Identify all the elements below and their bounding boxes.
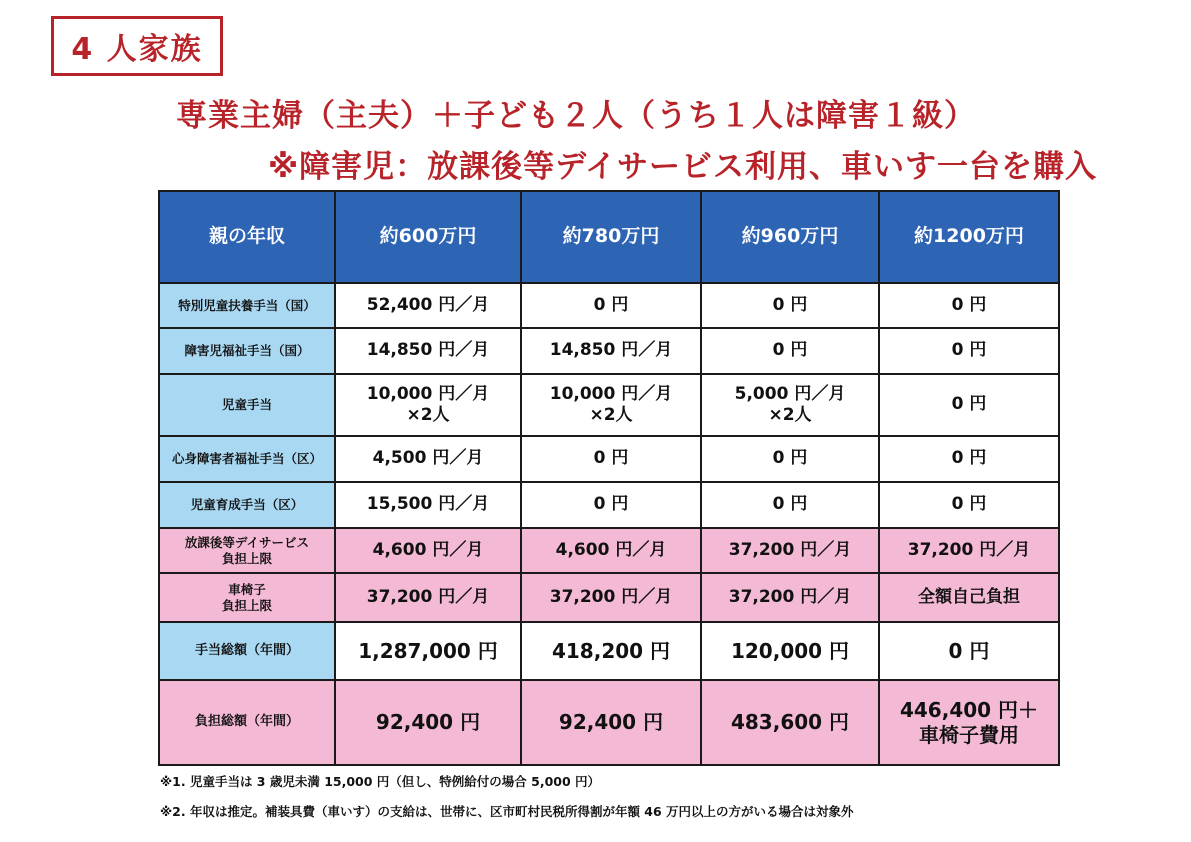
table-row <box>159 680 1059 765</box>
cell-text: 14,850 円／月 <box>549 340 673 361</box>
row-label <box>159 622 335 680</box>
table-cell <box>335 328 521 374</box>
cell-text: 10,000 円／月 <box>549 383 673 404</box>
cell-text: 92,400 円 <box>558 710 664 734</box>
family-badge: 4 人家族 <box>51 16 223 76</box>
header-income: 親の年収 <box>159 191 335 283</box>
table-row <box>159 328 1059 374</box>
table-row <box>159 573 1059 622</box>
row-label-text: 特別児童扶養手当（国） <box>178 297 316 313</box>
header-1200: 約1200万円 <box>879 191 1059 283</box>
benefits-table <box>158 190 1060 766</box>
row-label <box>159 436 335 482</box>
row-label-text: 児童育成手当（区） <box>190 497 304 513</box>
footnote-1: ※1. 児童手当は 3 歳児未満 15,000 円（但し、特例給付の場合 5,000 円） <box>160 774 601 789</box>
cell-text: 10,000 円／月 <box>366 383 490 404</box>
row-label-text: 放課後等デイサービス <box>184 534 310 550</box>
cell-text: 0 円 <box>593 448 629 469</box>
header-960: 約960万円 <box>701 191 879 283</box>
cell-text: 37,200 円／月 <box>907 539 1031 560</box>
cell-text: 0 円 <box>948 638 990 663</box>
row-label <box>159 680 335 765</box>
table-cell <box>335 528 521 573</box>
cell-text: 418,200 円 <box>551 638 671 663</box>
table-cell <box>335 283 521 328</box>
table-cell <box>879 622 1059 680</box>
table-cell <box>879 573 1059 622</box>
row-label-text: 児童手当 <box>221 397 272 413</box>
table-cell <box>521 680 701 765</box>
cell-text: ×2人 <box>406 405 450 425</box>
cell-text: 1,287,000 円 <box>358 638 498 663</box>
cell-text: ×2人 <box>768 405 812 425</box>
row-label <box>159 482 335 528</box>
row-label-text: 負担上限 <box>221 550 272 566</box>
table-cell <box>879 283 1059 328</box>
table-cell <box>879 328 1059 374</box>
cell-text: 37,200 円／月 <box>728 539 852 560</box>
cell-text: 37,200 円／月 <box>549 586 673 607</box>
cell-text: 483,600 円 <box>730 710 850 734</box>
cell-text: 0 円 <box>951 340 987 361</box>
cell-text: 0 円 <box>951 294 987 315</box>
cell-text: 52,400 円／月 <box>366 294 490 315</box>
page-title: 専業主婦（主夫）＋子ども２人（うち１人は障害１級） <box>176 98 976 134</box>
cell-text: 14,850 円／月 <box>366 340 490 361</box>
table-cell <box>335 573 521 622</box>
table-cell <box>701 283 879 328</box>
table-cell <box>701 680 879 765</box>
cell-text: 車椅子費用 <box>919 722 1019 747</box>
table-cell <box>701 622 879 680</box>
cell-text: 0 円 <box>593 494 629 515</box>
table-cell <box>879 528 1059 573</box>
row-label <box>159 283 335 328</box>
table-row <box>159 482 1059 528</box>
table-cell <box>521 482 701 528</box>
table-cell <box>879 374 1059 436</box>
table-cell <box>521 374 701 436</box>
header-780: 約780万円 <box>521 191 701 283</box>
table-cell <box>701 482 879 528</box>
table-cell <box>701 374 879 436</box>
cell-text: 0 円 <box>951 448 987 469</box>
table-cell <box>521 328 701 374</box>
page-subtitle: ※障害児：放課後等デイサービス利用、車いす一台を購入 <box>268 149 1097 185</box>
table-row <box>159 283 1059 328</box>
cell-text: 4,600 円／月 <box>555 539 667 560</box>
cell-text: 446,400 円＋ <box>899 697 1039 722</box>
cell-text: 0 円 <box>772 294 808 315</box>
cell-text: 92,400 円 <box>375 710 481 734</box>
table-cell <box>701 528 879 573</box>
row-label-text: 障害児福祉手当（国） <box>184 343 310 359</box>
table-cell <box>701 573 879 622</box>
table-cell <box>521 573 701 622</box>
table-cell <box>879 482 1059 528</box>
footnote-2: ※2. 年収は推定。補装具費（車いす）の支給は、世帯に、区市町村民税所得割が年額 46 万円以上の方がいる場合は対象外 <box>160 804 854 819</box>
table-cell <box>701 328 879 374</box>
table-cell <box>521 436 701 482</box>
cell-text: 0 円 <box>772 494 808 515</box>
row-label-text: 心身障害者福祉手当（区） <box>171 451 322 467</box>
cell-text: 0 円 <box>593 294 629 315</box>
cell-text: 全額自己負担 <box>918 586 1020 607</box>
cell-text: 0 円 <box>951 394 987 415</box>
row-label <box>159 328 335 374</box>
row-label <box>159 374 335 436</box>
table-cell <box>335 436 521 482</box>
cell-text: 5,000 円／月 <box>734 383 846 404</box>
row-label-text: 車椅子 <box>228 581 266 597</box>
table-cell <box>335 622 521 680</box>
table-header-row <box>159 191 1059 283</box>
table-cell <box>335 482 521 528</box>
cell-text: 37,200 円／月 <box>728 586 852 607</box>
footnotes <box>160 772 854 832</box>
row-label-text: 負担上限 <box>221 597 272 613</box>
table-cell <box>701 436 879 482</box>
cell-text: 4,600 円／月 <box>372 539 484 560</box>
table-row <box>159 528 1059 573</box>
table-row <box>159 436 1059 482</box>
table-cell <box>335 680 521 765</box>
row-label-text: 負担総額（年間） <box>194 714 299 730</box>
cell-text: 0 円 <box>951 494 987 515</box>
table-cell <box>521 622 701 680</box>
cell-text: 4,500 円／月 <box>372 448 484 469</box>
cell-text: ×2人 <box>589 405 633 425</box>
table-row <box>159 374 1059 436</box>
header-600: 約600万円 <box>335 191 521 283</box>
row-label-text: 手当総額（年間） <box>194 642 299 658</box>
row-label <box>159 528 335 573</box>
cell-text: 0 円 <box>772 340 808 361</box>
table-cell <box>521 283 701 328</box>
cell-text: 0 円 <box>772 448 808 469</box>
table-cell <box>521 528 701 573</box>
cell-text: 120,000 円 <box>730 638 850 663</box>
row-label <box>159 573 335 622</box>
table-cell <box>879 436 1059 482</box>
cell-text: 37,200 円／月 <box>366 586 490 607</box>
table-cell <box>879 680 1059 765</box>
table-row <box>159 622 1059 680</box>
cell-text: 15,500 円／月 <box>366 494 490 515</box>
table-cell <box>335 374 521 436</box>
